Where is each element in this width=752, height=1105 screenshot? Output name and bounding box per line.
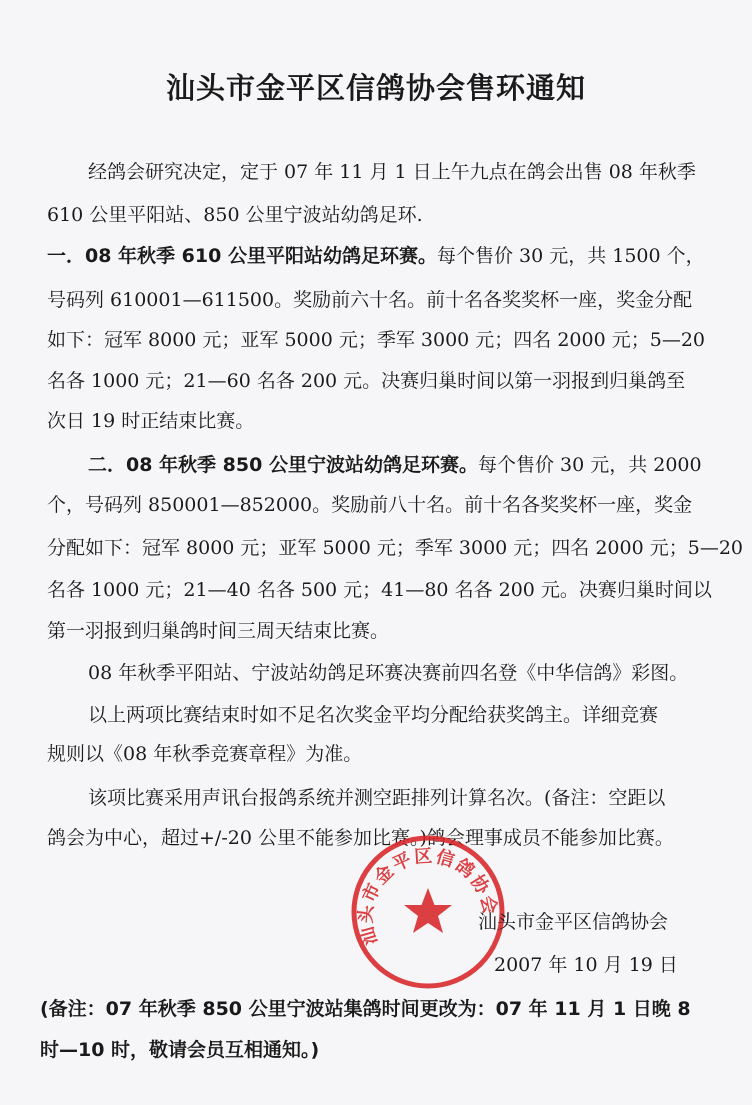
section2-line-5: 第一羽报到归巢鸽时间三周天结束比赛。 (47, 620, 390, 642)
paragraph-4-line-2: 规则以《08 年秋季竞赛章程》为准。 (47, 743, 363, 765)
paragraph-5-line-1: 该项比赛采用声讯台报鸽系统并测空距排列计算名次。(备注：空距以 (88, 787, 666, 809)
section2-line-2: 个，号码列 850001—852000。奖励前八十名。前十名各奖奖杯一座，奖金 (47, 494, 693, 516)
paragraph-4-line-1: 以上两项比赛结束时如不足名次奖金平均分配给获奖鸽主。详细竞赛 (88, 704, 659, 726)
section1-heading: 一．08 年秋季 610 公里平阳站幼鸽足环赛。 (47, 245, 437, 267)
section1-line-1 (47, 244, 705, 268)
section2-line-1 (88, 453, 702, 477)
star-icon (404, 888, 452, 933)
section1-line-4: 名各 1000 元；21—60 名各 200 元。决赛归巢时间以第一羽报到归巢鸽至 (47, 370, 686, 392)
section1-line-2: 号码列 610001—611500。奖励前六十名。前十名各奖奖杯一座，奖金分配 (47, 289, 693, 311)
document-title: 汕头市金平区信鸽协会售环通知 (165, 71, 586, 105)
paragraph-5-line-2: 鸽会为中心，超过+/-20 公里不能参加比赛。)鸽会理事成员不能参加比赛。 (47, 827, 674, 849)
intro-line-1: 经鸽会研究决定，定于 07 年 11 月 1 日上午九点在鸽会出售 08 年秋季 (88, 161, 696, 183)
section2-line-1-text: 每个售价 30 元，共 2000 (477, 454, 702, 476)
seal-text: 汕头市金平区信鸽协会 (355, 845, 501, 948)
section1-line-3: 如下：冠军 8000 元；亚军 5000 元；季军 3000 元；四名 2000 元；5—20 (47, 329, 705, 351)
signature-organization: 汕头市金平区信鸽协会 (478, 911, 669, 933)
section1-line-1-text: 每个售价 30 元，共 1500 个， (436, 245, 705, 267)
section2-line-3: 分配如下：冠军 8000 元；亚军 5000 元；季军 3000 元；四名 2000 元；5—20 (47, 537, 743, 559)
section2-line-4: 名各 1000 元；21—40 名各 500 元；41—80 名各 200 元。决赛归巢时间以 (47, 579, 712, 601)
note-line-2: 时—10 时，敬请会员互相通知。) (40, 1039, 320, 1061)
signature-date: 2007 年 10 月 19 日 (494, 954, 678, 976)
intro-line-2: 610 公里平阳站、850 公里宁波站幼鸽足环. (47, 204, 423, 226)
section1-line-5: 次日 19 时正结束比赛。 (47, 410, 255, 432)
note-line-1: (备注：07 年秋季 850 公里宁波站集鸽时间更改为：07 年 11 月 1 日晚 8 (40, 998, 691, 1020)
paragraph-3: 08 年秋季平阳站、宁波站幼鸽足环赛决赛前四名登《中华信鸽》彩图。 (88, 662, 689, 684)
section2-heading: 二．08 年秋季 850 公里宁波站幼鸽足环赛。 (88, 454, 478, 476)
